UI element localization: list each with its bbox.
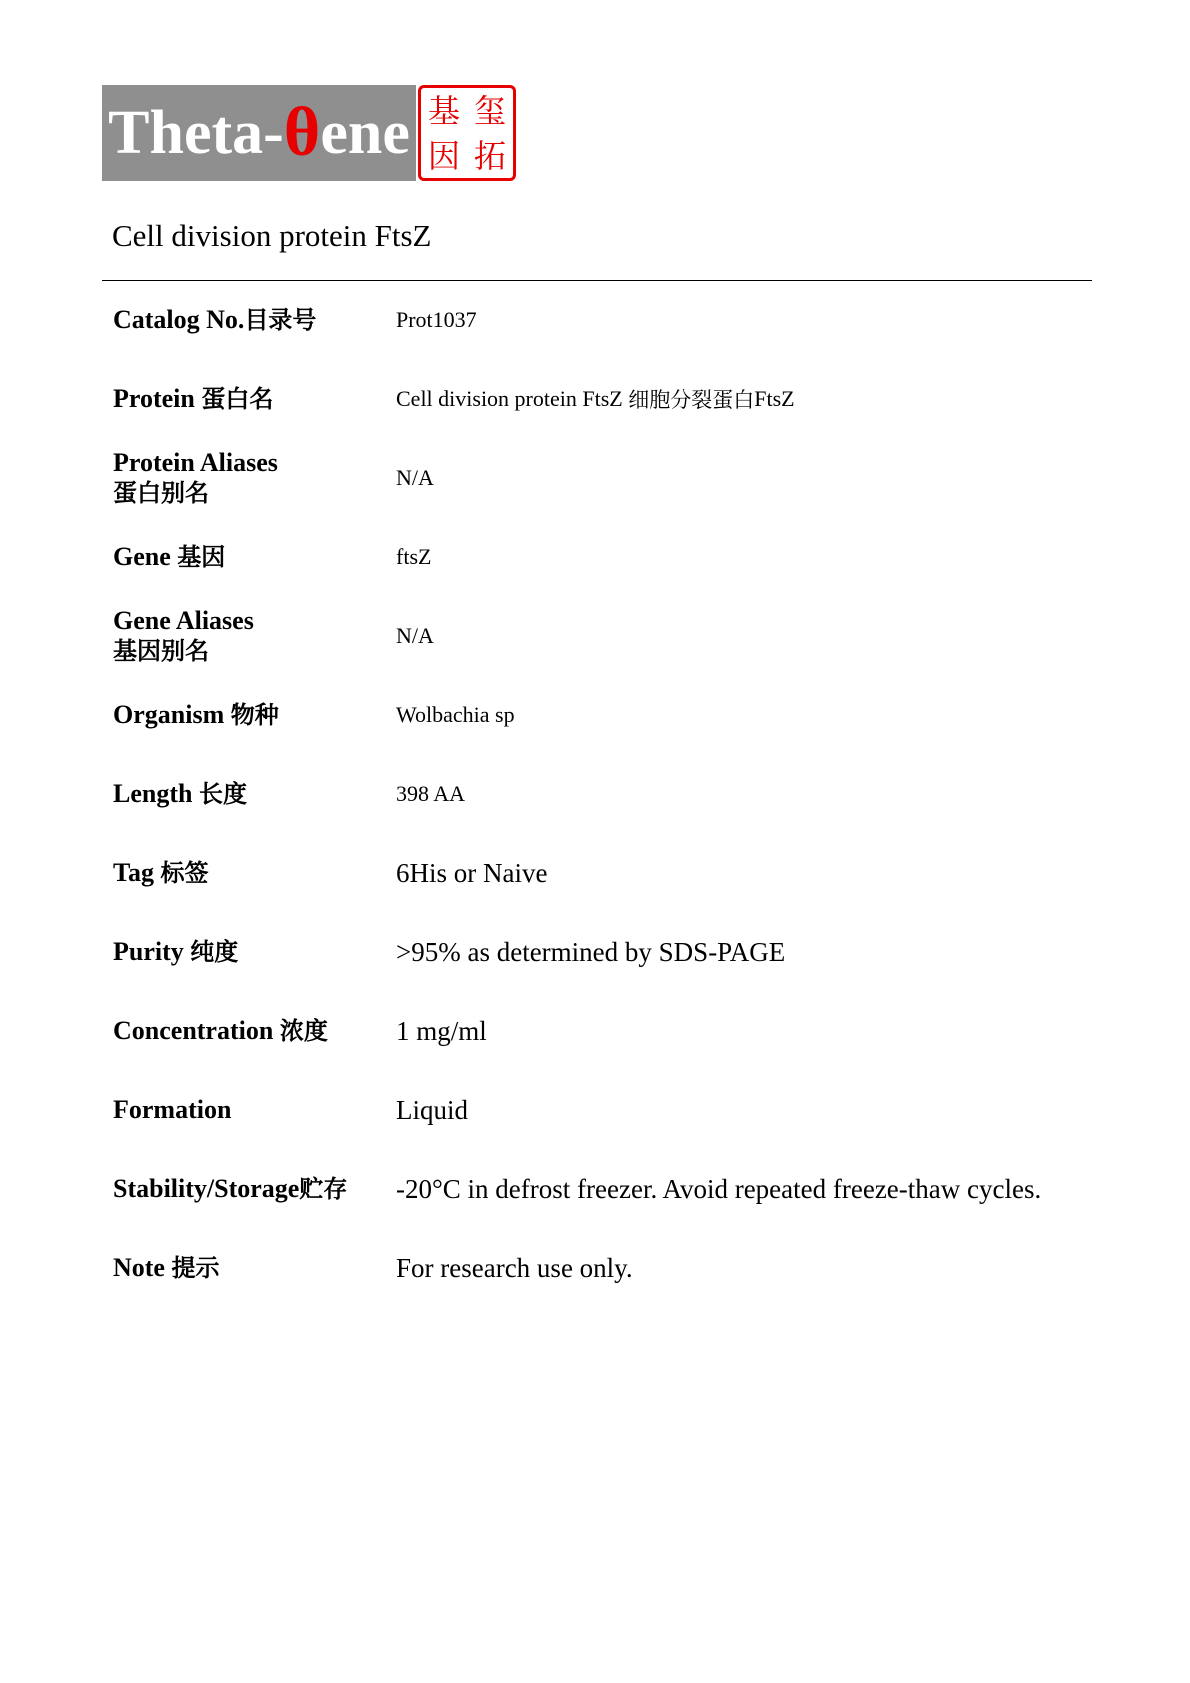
field-tag xyxy=(0,845,1190,901)
field-length xyxy=(0,766,1190,822)
field-gene-aliases xyxy=(0,608,1190,664)
logo-text-after: ene xyxy=(320,98,410,167)
field-label: Protein 蛋白名 xyxy=(113,384,274,413)
field-label: Stability/Storage贮存 xyxy=(113,1174,348,1203)
logo-seal xyxy=(418,85,516,181)
field-label: Catalog No.目录号 xyxy=(113,305,317,334)
company-logo xyxy=(102,85,516,181)
field-value: 6His or Naive xyxy=(396,857,548,888)
seal-char-2: 玺 xyxy=(473,91,506,130)
field-label: Formation xyxy=(113,1095,232,1124)
field-value: For research use only. xyxy=(396,1252,633,1283)
field-label: Gene Aliases 基因别名 xyxy=(113,606,254,665)
field-organism xyxy=(0,687,1190,743)
field-label: Length 长度 xyxy=(113,779,247,808)
field-gene xyxy=(0,529,1190,585)
field-label: Gene 基因 xyxy=(113,542,226,571)
field-catalog-no xyxy=(0,292,1190,348)
field-label: Tag 标签 xyxy=(113,858,209,887)
field-value: N/A xyxy=(396,465,434,490)
field-label: Organism 物种 xyxy=(113,700,279,729)
logo-theta-symbol: θ xyxy=(283,94,321,171)
field-value: 1 mg/ml xyxy=(396,1015,487,1046)
field-formation xyxy=(0,1082,1190,1138)
field-value: Prot1037 xyxy=(396,307,477,332)
title-divider xyxy=(102,280,1092,281)
field-purity xyxy=(0,924,1190,980)
field-value: N/A xyxy=(396,623,434,648)
field-concentration xyxy=(0,1003,1190,1059)
field-value: -20°C in defrost freezer. Avoid repeated freeze-thaw cycles. xyxy=(396,1173,1042,1204)
page-title: Cell division protein FtsZ xyxy=(112,218,432,253)
logo-text-before: Theta- xyxy=(108,98,284,167)
seal-char-1: 基 xyxy=(427,91,460,130)
field-value: >95% as determined by SDS-PAGE xyxy=(396,936,786,967)
field-label: Concentration 浓度 xyxy=(113,1016,328,1045)
field-protein-aliases xyxy=(0,450,1190,506)
field-protein xyxy=(0,371,1190,427)
field-value: Liquid xyxy=(396,1094,468,1125)
field-label: Note 提示 xyxy=(113,1253,220,1282)
field-stability-storage xyxy=(0,1161,1190,1217)
field-label: Purity 纯度 xyxy=(113,937,239,966)
seal-char-4: 拓 xyxy=(473,136,506,175)
seal-char-3: 因 xyxy=(427,136,460,175)
field-note xyxy=(0,1240,1190,1296)
field-value: ftsZ xyxy=(396,544,432,569)
logo-wordmark xyxy=(102,85,416,181)
field-value: 398 AA xyxy=(396,781,466,806)
field-value: Cell division protein FtsZ 细胞分裂蛋白 FtsZ xyxy=(396,386,795,412)
field-label: Protein Aliases 蛋白别名 xyxy=(113,448,278,507)
field-value: Wolbachia sp xyxy=(396,702,515,727)
